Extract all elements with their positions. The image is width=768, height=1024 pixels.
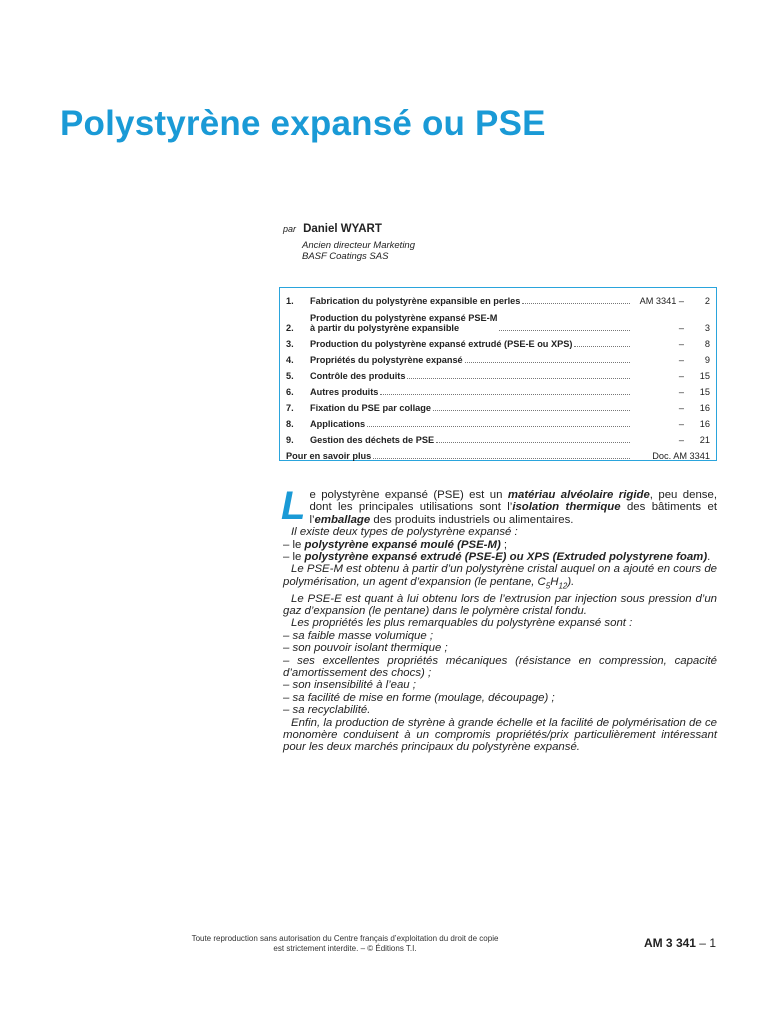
toc-row[interactable] [286,291,710,309]
toc-page-number: 3 [704,323,710,333]
copyright-note [190,934,500,954]
toc-label [310,339,572,349]
toc-row[interactable] [286,336,710,352]
toc-label [310,403,431,413]
toc-page-number: 9 [704,355,710,365]
toc-page [634,323,710,333]
affiliation-line: Ancien directeur Marketing [302,240,415,251]
toc-number: 6. [286,387,294,397]
toc-prefix: – [678,403,684,413]
text-run: – le [283,538,305,551]
copyright-line: Toute reproduction sans autorisation du Centre français d’exploitation du droit de copie [191,934,499,943]
toc-number: 8. [286,419,294,429]
text-run: H [550,575,559,588]
toc-page [634,296,710,306]
toc-page-number: 16 [699,419,710,429]
document-code: AM 3 341 [643,936,696,950]
page-title: Polystyrène expansé ou PSE [60,104,546,143]
properties-list [283,630,717,717]
highlight-text: emballage [314,513,371,526]
toc-number: 7. [286,403,294,413]
toc-page: Doc. AM 3341 [652,451,710,461]
property-item: – sa facilité de mise en forme (moulage, découpage) ; [283,691,555,704]
toc-label-line: Production du polystyrène expansé extrudé (PSE-E ou XPS) [310,339,573,349]
toc-row[interactable] [286,309,710,336]
toc-page [634,371,710,381]
toc-label-line: Autres produits [310,387,379,397]
property-item: – ses excellentes propriétés mécaniques (résistance en compression, capacité d’amortissement des chocs) ; [283,654,717,679]
toc-page-number: 15 [699,387,710,397]
toc-leader [574,346,630,347]
toc-leader [522,303,630,304]
toc-page [634,435,710,445]
toc-label [310,387,378,397]
toc-label [310,419,365,429]
toc-leader [367,426,630,427]
list-item [283,551,717,563]
toc-prefix: – [678,419,684,429]
text-run: ). [567,575,575,588]
toc-page [634,387,710,397]
paragraph: Le PSE-E est quant à lui obtenu lors de l’extrusion par injection sous pression d’un gaz d’expansion (le pentane) dans le polymère cristal fondu. [283,592,717,617]
toc-label: Pour en savoir plus [286,451,372,461]
toc-leader [373,458,630,459]
toc-prefix: – [678,435,684,445]
toc-row[interactable] [286,416,710,432]
toc-label [310,296,520,306]
toc-row-more[interactable] [286,448,710,464]
toc-page [634,403,710,413]
toc-number: 3. [286,339,294,349]
toc-number: 9. [286,435,294,445]
affiliation-line: BASF Coatings SAS [302,251,389,262]
toc-leader [436,442,630,443]
toc-page-number: 8 [704,339,710,349]
toc-page [634,339,710,349]
text-run: e polystyrène expansé (PSE) est un [309,489,508,501]
toc-leader [499,330,630,331]
toc-leader [407,378,630,379]
toc-prefix: – [678,371,684,381]
highlight-text: polystyrène expansé extrudé (PSE-E) ou XPS (Extruded polystyrene foam) [304,551,708,564]
toc-prefix: – [678,387,684,397]
text-run: . [707,551,711,564]
paragraph: Il existe deux types de polystyrène expansé : [291,526,518,539]
subscript: 5 [545,581,551,591]
highlight-text: isolation thermique [512,501,621,514]
property-item: – sa faible masse volumique ; [283,629,434,642]
property-item: – son insensibilité à l’eau ; [283,679,416,692]
text-run: des produits industriels ou alimentaires. [370,513,574,526]
toc-leader [380,394,630,395]
toc-prefix: – [678,355,684,365]
text-run: ; [500,538,508,551]
byline-par: par [283,224,297,234]
toc-leader [433,410,630,411]
toc-label-line: Applications [310,419,366,429]
toc-row[interactable] [286,400,710,416]
subscript: 12 [558,581,568,591]
page-number: 1 [709,936,716,950]
intro-paragraph [281,484,717,528]
toc-page-number: 21 [699,435,710,445]
toc-leader [465,362,630,363]
separator: – [695,936,710,950]
highlight-text: matériau alvéolaire rigide [507,489,650,501]
toc-page [634,419,710,429]
toc-number: 5. [286,371,294,381]
article-body [281,484,717,754]
paragraph: Les propriétés les plus remarquables du polystyrène expansé sont : [291,617,633,630]
toc-row[interactable] [286,384,710,400]
toc-number: 2. [286,323,294,333]
text-run: – le [283,551,305,564]
toc-label-line: Gestion des déchets de PSE [310,435,435,445]
toc-prefix: – [678,323,684,333]
toc-label [310,435,434,445]
toc-label [310,355,463,365]
drop-cap: L [281,484,306,528]
byline [283,223,382,235]
text-run: , peu dense, dont les principales utilisations sont l’ [309,489,717,514]
property-item: – son pouvoir isolant thermique ; [283,642,448,655]
toc-page-number: 15 [699,371,710,381]
author-name: Daniel WYART [303,223,382,235]
copyright-line: est strictement interdite. – © Éditions T.I. [273,944,417,953]
toc-label-line: Fixation du PSE par collage [310,403,431,413]
list-item [283,539,717,551]
toc-label-line: Propriétés du polystyrène expansé [310,355,463,365]
property-item: – sa recyclabilité. [283,704,371,717]
paragraph: Enfin, la production de styrène à grande échelle et la facilité de polymérisation de ce monomère conduisent à un compromis propriétés/prix particulièrement intéressant pour les deux marchés principaux du polystyrène expansé. [283,716,717,754]
table-of-contents [279,287,717,461]
toc-label [310,371,405,381]
author-affiliation [302,240,415,262]
toc-row[interactable] [286,432,710,448]
toc-page-number: 2 [704,296,710,306]
toc-label-line: Fabrication du polystyrène expansible en perles [310,296,521,306]
toc-page-number: 16 [699,403,710,413]
text-run: des bâtiments et l’ [309,501,717,526]
page-reference [644,936,716,950]
highlight-text: polystyrène expansé moulé (PSE-M) [304,538,501,551]
toc-row[interactable] [286,368,710,384]
toc-number: 4. [286,355,294,365]
toc-prefix: AM 3341 – [639,296,684,306]
toc-row[interactable] [286,352,710,368]
toc-prefix: – [678,339,684,349]
toc-label-line: à partir du polystyrène expansible [310,323,460,333]
toc-number: 1. [286,296,294,306]
toc-label-line: Contrôle des produits [310,371,406,381]
text-run: Le PSE-M est obtenu à partir d’un polystyrène cristal auquel on a ajouté en cours de polymérisation, un agent d’expansion (le pentane, C [283,563,717,588]
toc-label-line: Production du polystyrène expansé PSE-M [310,313,498,323]
toc-label [310,313,497,333]
toc-page [634,355,710,365]
paragraph [283,563,717,592]
